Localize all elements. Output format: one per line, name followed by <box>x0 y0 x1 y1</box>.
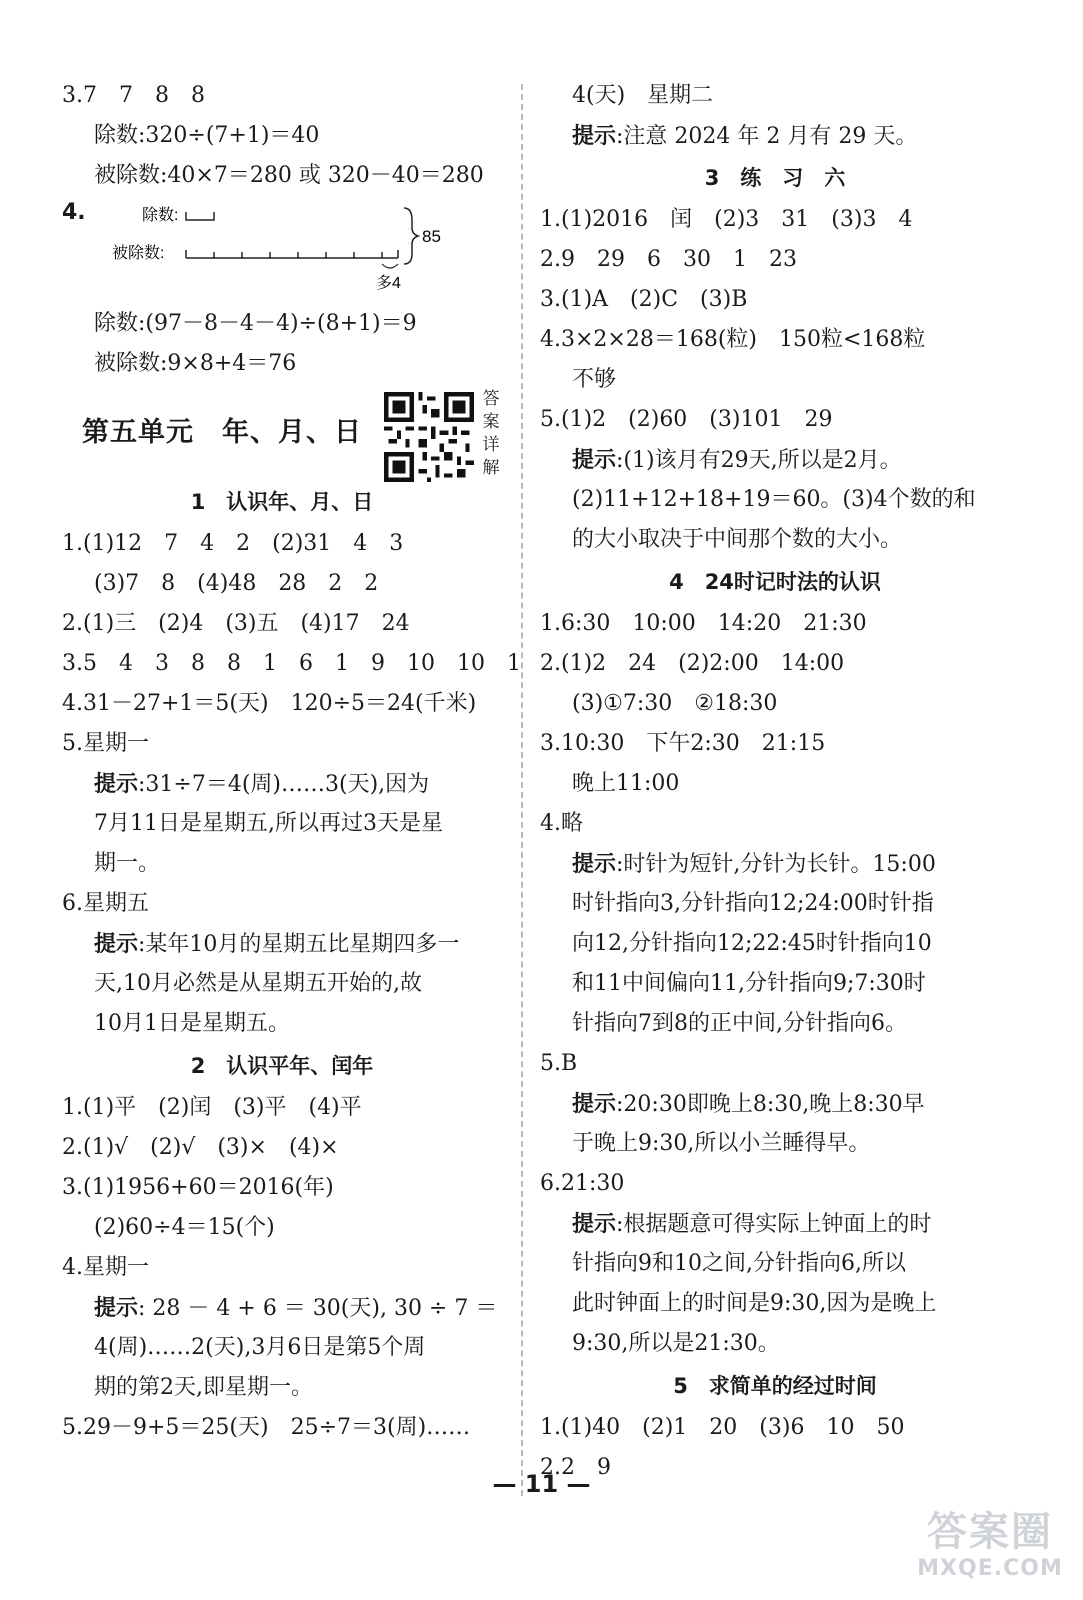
answer-line: 1.6:30 10:00 14:20 21:30 <box>540 611 867 636</box>
total-label: 85 <box>422 227 441 246</box>
answer-line: 4.3×2×28＝168(粒) 150粒<168粒 <box>540 327 926 352</box>
answer-line: 被除数:40×7＝280 或 320－40＝280 <box>94 163 484 188</box>
answer-line: 3.7 7 8 8 <box>62 83 205 108</box>
hint-line: 提示:31÷7＝4(周)……3(天),因为 <box>94 771 430 797</box>
answer-line: 被除数:9×8+4＝76 <box>94 351 297 376</box>
site-watermark: 答案圈 MXQE.COM <box>917 1509 1063 1581</box>
hint-line: 提示:(1)该月有29天,所以是2月。 <box>572 447 902 473</box>
answer-line: 3.10:30 下午2:30 21:15 <box>540 731 826 756</box>
question-number: 4. <box>62 200 86 225</box>
qr-code-icon[interactable] <box>384 392 474 482</box>
answer-line: 6.21:30 <box>540 1171 625 1196</box>
extra-brace <box>382 264 398 268</box>
section-title: 2 认识平年、闰年 <box>190 1054 374 1078</box>
answer-line: (2)60÷4＝15(个) <box>94 1215 275 1240</box>
hint-line: 和11中间偏向11,分针指向9;7:30时 <box>572 971 926 996</box>
answer-line: 6.星期五 <box>62 891 149 916</box>
hint-line: 7月11日是星期五,所以再过3天是星 <box>94 811 443 836</box>
answer-line: 不够 <box>572 367 617 392</box>
answer-line: 4.略 <box>540 811 583 836</box>
hint-line: 于晚上9:30,所以小兰睡得早。 <box>572 1131 871 1156</box>
answer-line: 1.(1)40 (2)1 20 (3)6 10 50 <box>540 1415 905 1440</box>
page-number: — 11 — <box>492 1470 591 1498</box>
answer-line: (3)①7:30 ②18:30 <box>572 691 778 716</box>
hint-line: 针指向7到8的正中间,分针指向6。 <box>572 1011 907 1036</box>
hint-line: 针指向9和10之间,分针指向6,所以 <box>572 1251 906 1276</box>
divisor-label: 除数: <box>142 207 179 224</box>
dividend-label: 被除数: <box>112 245 165 262</box>
line-segment-diagram <box>62 196 502 304</box>
hint-line: 10月1日是星期五。 <box>94 1011 290 1036</box>
hint-line: 时针指向3,分针指向12;24:00时针指 <box>572 891 934 916</box>
right-column <box>540 76 1010 1488</box>
total-brace <box>404 208 418 264</box>
extra-label: 多4 <box>376 275 401 292</box>
hint-line: 提示:某年10月的星期五比星期四多一 <box>94 931 460 957</box>
hint-line: 期一。 <box>94 851 161 876</box>
answer-line: 2.2 9 <box>540 1455 611 1480</box>
answer-line: 4.星期一 <box>62 1255 149 1280</box>
answer-line: 5.29－9+5＝25(天) 25÷7＝3(周)…… <box>62 1415 471 1440</box>
hint-line: 提示: 28 － 4 + 6 ＝ 30(天), 30 ÷ 7 ＝ <box>94 1295 498 1321</box>
answer-line: 3.(1)A (2)C (3)B <box>540 287 748 312</box>
hint-line: 提示:时针为短针,分针为长针。15:00 <box>572 851 936 877</box>
hint-line: (2)11+12+18+19＝60。(3)4个数的和 <box>572 487 976 512</box>
answer-line: 5.星期一 <box>62 731 149 756</box>
answer-line: 5.(1)2 (2)60 (3)101 29 <box>540 407 833 432</box>
answer-line: 2.9 29 6 30 1 23 <box>540 247 797 272</box>
hint-line: 提示:根据题意可得实际上钟面上的时 <box>572 1211 932 1237</box>
answer-line: 1.(1)12 7 4 2 (2)31 4 3 <box>62 531 404 556</box>
answer-line: 3.5 4 3 8 8 1 6 1 9 10 10 1 <box>62 651 521 676</box>
hint-line: 期的第2天,即星期一。 <box>94 1375 313 1400</box>
hint-line: 4(周)……2(天),3月6日是第5个周 <box>94 1335 426 1360</box>
hint-line: 提示:20:30即晚上8:30,晚上8:30早 <box>572 1091 925 1117</box>
answer-line: 除数:320÷(7+1)＝40 <box>94 123 320 148</box>
segment-figure <box>62 196 502 304</box>
answer-line: 5.B <box>540 1051 578 1076</box>
section-title: 1 认识年、月、日 <box>190 490 374 514</box>
answer-line: 2.(1)2 24 (2)2:00 14:00 <box>540 651 845 676</box>
answer-line: 4(天) 星期二 <box>572 83 714 108</box>
left-column <box>62 76 521 1448</box>
section-title: 3 练 习 六 <box>704 166 846 190</box>
hint-line: 的大小取决于中间那个数的大小。 <box>572 527 903 552</box>
hint-line: 9:30,所以是21:30。 <box>572 1331 780 1356</box>
unit-header <box>62 384 502 480</box>
section-title: 5 求简单的经过时间 <box>673 1374 877 1398</box>
answer-line: (3)7 8 (4)48 28 2 2 <box>94 571 379 596</box>
hint-line: 向12,分针指向12;22:45时针指向10 <box>572 931 932 956</box>
answer-line: 2.(1)三 (2)4 (3)五 (4)17 24 <box>62 611 410 636</box>
answer-line: 4.31－27+1＝5(天) 120÷5＝24(千米) <box>62 691 477 716</box>
answer-line: 除数:(97－8－4－4)÷(8+1)＝9 <box>94 311 417 336</box>
divisor-segment <box>186 212 214 220</box>
answer-line: 晚上11:00 <box>572 771 680 796</box>
qr-caption: 答 案 详 解 <box>482 389 500 478</box>
hint-line: 此时钟面上的时间是9:30,因为是晚上 <box>572 1291 937 1316</box>
answer-line: 1.(1)2016 闰 (2)3 31 (3)3 4 <box>540 207 913 232</box>
answer-line: 2.(1)√ (2)√ (3)× (4)× <box>62 1135 339 1160</box>
dividend-segment <box>186 250 398 258</box>
column-divider <box>521 84 523 1496</box>
answer-line: 1.(1)平 (2)闰 (3)平 (4)平 <box>62 1095 362 1120</box>
hint-line: 天,10月必然是从星期五开始的,故 <box>94 971 422 996</box>
answer-line: 3.(1)1956+60＝2016(年) <box>62 1175 334 1200</box>
section-title: 4 24时记时法的认识 <box>669 570 881 594</box>
unit-title: 第五单元 年、月、日 <box>82 417 362 448</box>
hint-line: 提示:注意 2024 年 2 月有 29 天。 <box>572 123 918 149</box>
